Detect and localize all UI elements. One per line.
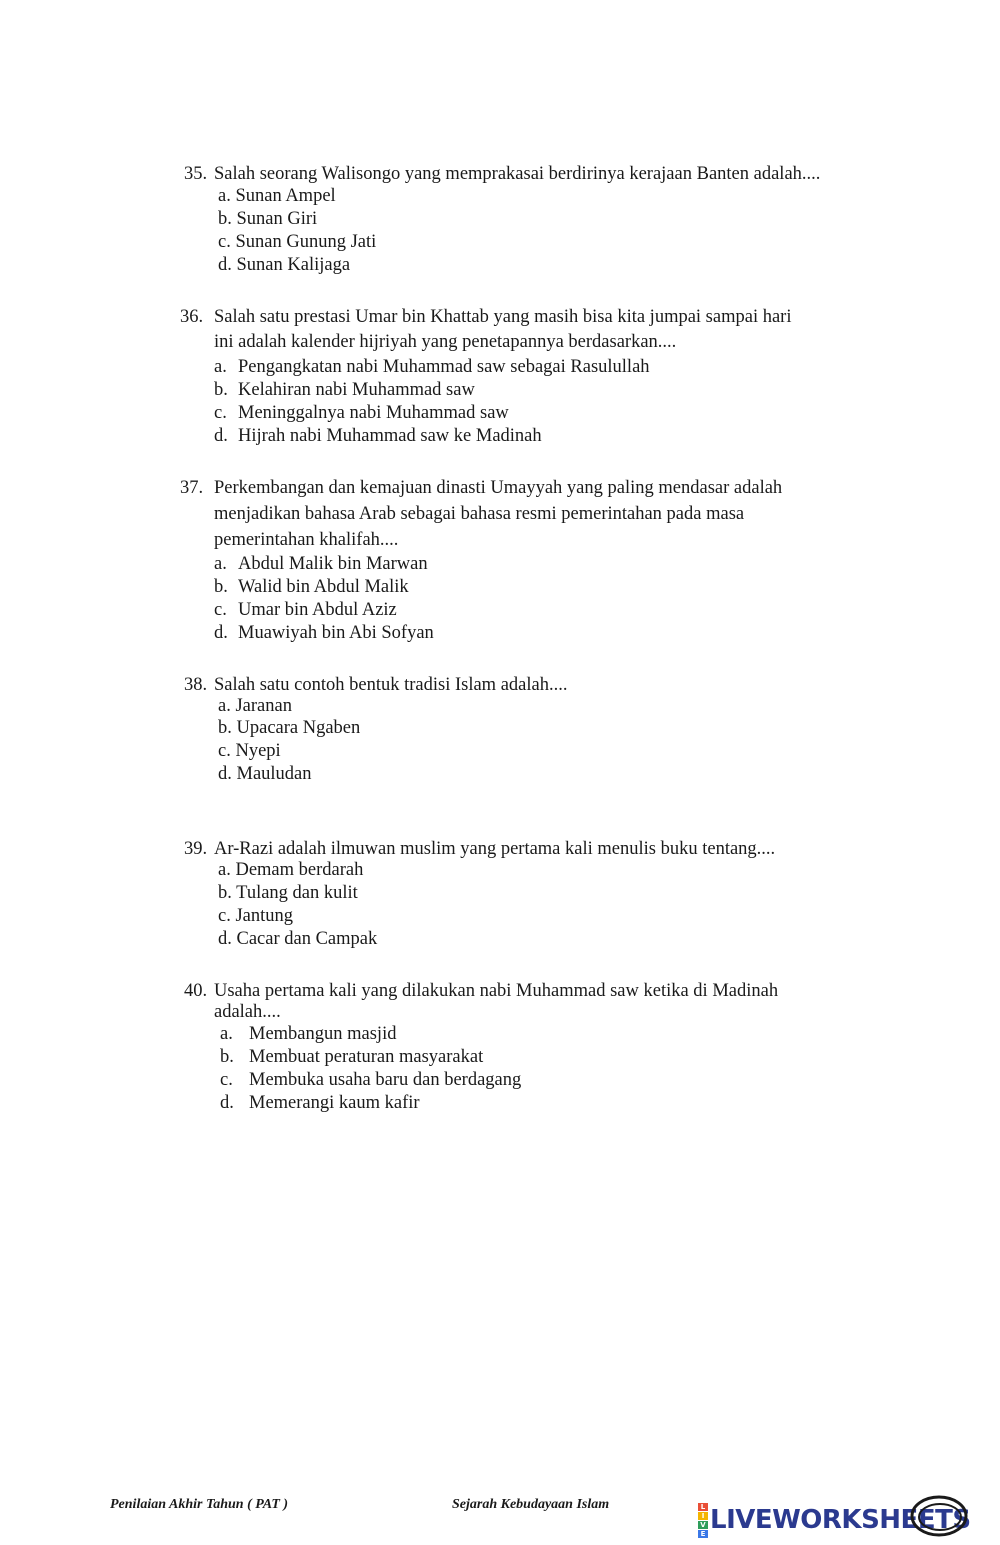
question-text-line-2: menjadikan bahasa Arab sebagai bahasa resmi pemerintahan pada masa [214, 504, 745, 524]
question-text-line-1: Usaha pertama kali yang dilakukan nabi Muhammad saw ketika di Madinah [214, 981, 779, 1001]
option-c[interactable]: c. Sunan Gunung Jati [218, 232, 377, 252]
option-c[interactable]: c. Membuka usaha baru dan berdagang [220, 1070, 522, 1090]
option-b[interactable]: b. Membuat peraturan masyarakat [220, 1047, 484, 1067]
logo-block-l: L [698, 1503, 708, 1511]
option-b[interactable]: b. Tulang dan kulit [218, 883, 358, 903]
option-b[interactable]: b. Sunan Giri [218, 209, 318, 229]
question-text: Salah seorang Walisongo yang memprakasai berdirinya kerajaan Banten adalah.... [214, 164, 821, 184]
logo-block-v: V [698, 1521, 708, 1529]
option-d[interactable]: d. Memerangi kaum kafir [220, 1093, 420, 1113]
question-number: 38. [184, 675, 208, 695]
question-text-line-1: Perkembangan dan kemajuan dinasti Umayyah yang paling mendasar adalah [214, 478, 783, 498]
question-text-line-3: pemerintahan khalifah.... [214, 530, 399, 550]
option-d[interactable]: d. Mauludan [218, 764, 312, 784]
option-d[interactable]: d. Sunan Kalijaga [218, 255, 351, 275]
option-d[interactable]: d. Hijrah nabi Muhammad saw ke Madinah [214, 426, 542, 446]
option-c[interactable]: c. Nyepi [218, 741, 281, 761]
question-text-line-2: ini adalah kalender hijriyah yang penetapannya berdasarkan.... [214, 332, 677, 352]
logo-text: LIVEWORKSHEETS [710, 1505, 971, 1535]
option-a[interactable]: a. Demam berdarah [218, 860, 364, 880]
question-number: 40. [184, 981, 208, 1001]
option-a[interactable]: a. Pengangkatan nabi Muhammad saw sebagai Rasulullah [214, 357, 650, 377]
option-a[interactable]: a. Abdul Malik bin Marwan [214, 554, 428, 574]
question-text-line-1: Salah satu prestasi Umar bin Khattab yang masih bisa kita jumpai sampai hari [214, 307, 792, 327]
logo-block-i: I [698, 1512, 708, 1520]
option-c[interactable]: c. Meninggalnya nabi Muhammad saw [214, 403, 509, 423]
option-c[interactable]: c. Umar bin Abdul Aziz [214, 600, 397, 620]
footer-exam-title: Penilaian Akhir Tahun ( PAT ) [110, 1497, 289, 1512]
question-number: 35. [184, 164, 208, 184]
logo-blocks [698, 1503, 708, 1538]
option-a[interactable]: a. Jaranan [218, 696, 292, 716]
option-c[interactable]: c. Jantung [218, 906, 294, 926]
question-number: 37. [180, 478, 204, 498]
question-text: Ar-Razi adalah ilmuwan muslim yang pertama kali menulis buku tentang.... [214, 839, 776, 859]
question-number: 36. [180, 307, 204, 327]
option-a[interactable]: a. Sunan Ampel [218, 186, 336, 206]
option-b[interactable]: b. Upacara Ngaben [218, 718, 361, 738]
option-a[interactable]: a. Membangun masjid [220, 1024, 397, 1044]
option-b[interactable]: b. Walid bin Abdul Malik [214, 577, 409, 597]
logo-swoosh-icon [909, 1493, 969, 1539]
option-d[interactable]: d. Muawiyah bin Abi Sofyan [214, 623, 434, 643]
footer-subject: Sejarah Kebudayaan Islam [452, 1497, 610, 1512]
question-text-line-2: adalah.... [214, 1002, 281, 1022]
question-text: Salah satu contoh bentuk tradisi Islam adalah.... [214, 675, 568, 695]
option-b[interactable]: b. Kelahiran nabi Muhammad saw [214, 380, 475, 400]
logo-block-e: E [698, 1530, 708, 1538]
option-d[interactable]: d. Cacar dan Campak [218, 929, 378, 949]
question-number: 39. [184, 839, 208, 859]
